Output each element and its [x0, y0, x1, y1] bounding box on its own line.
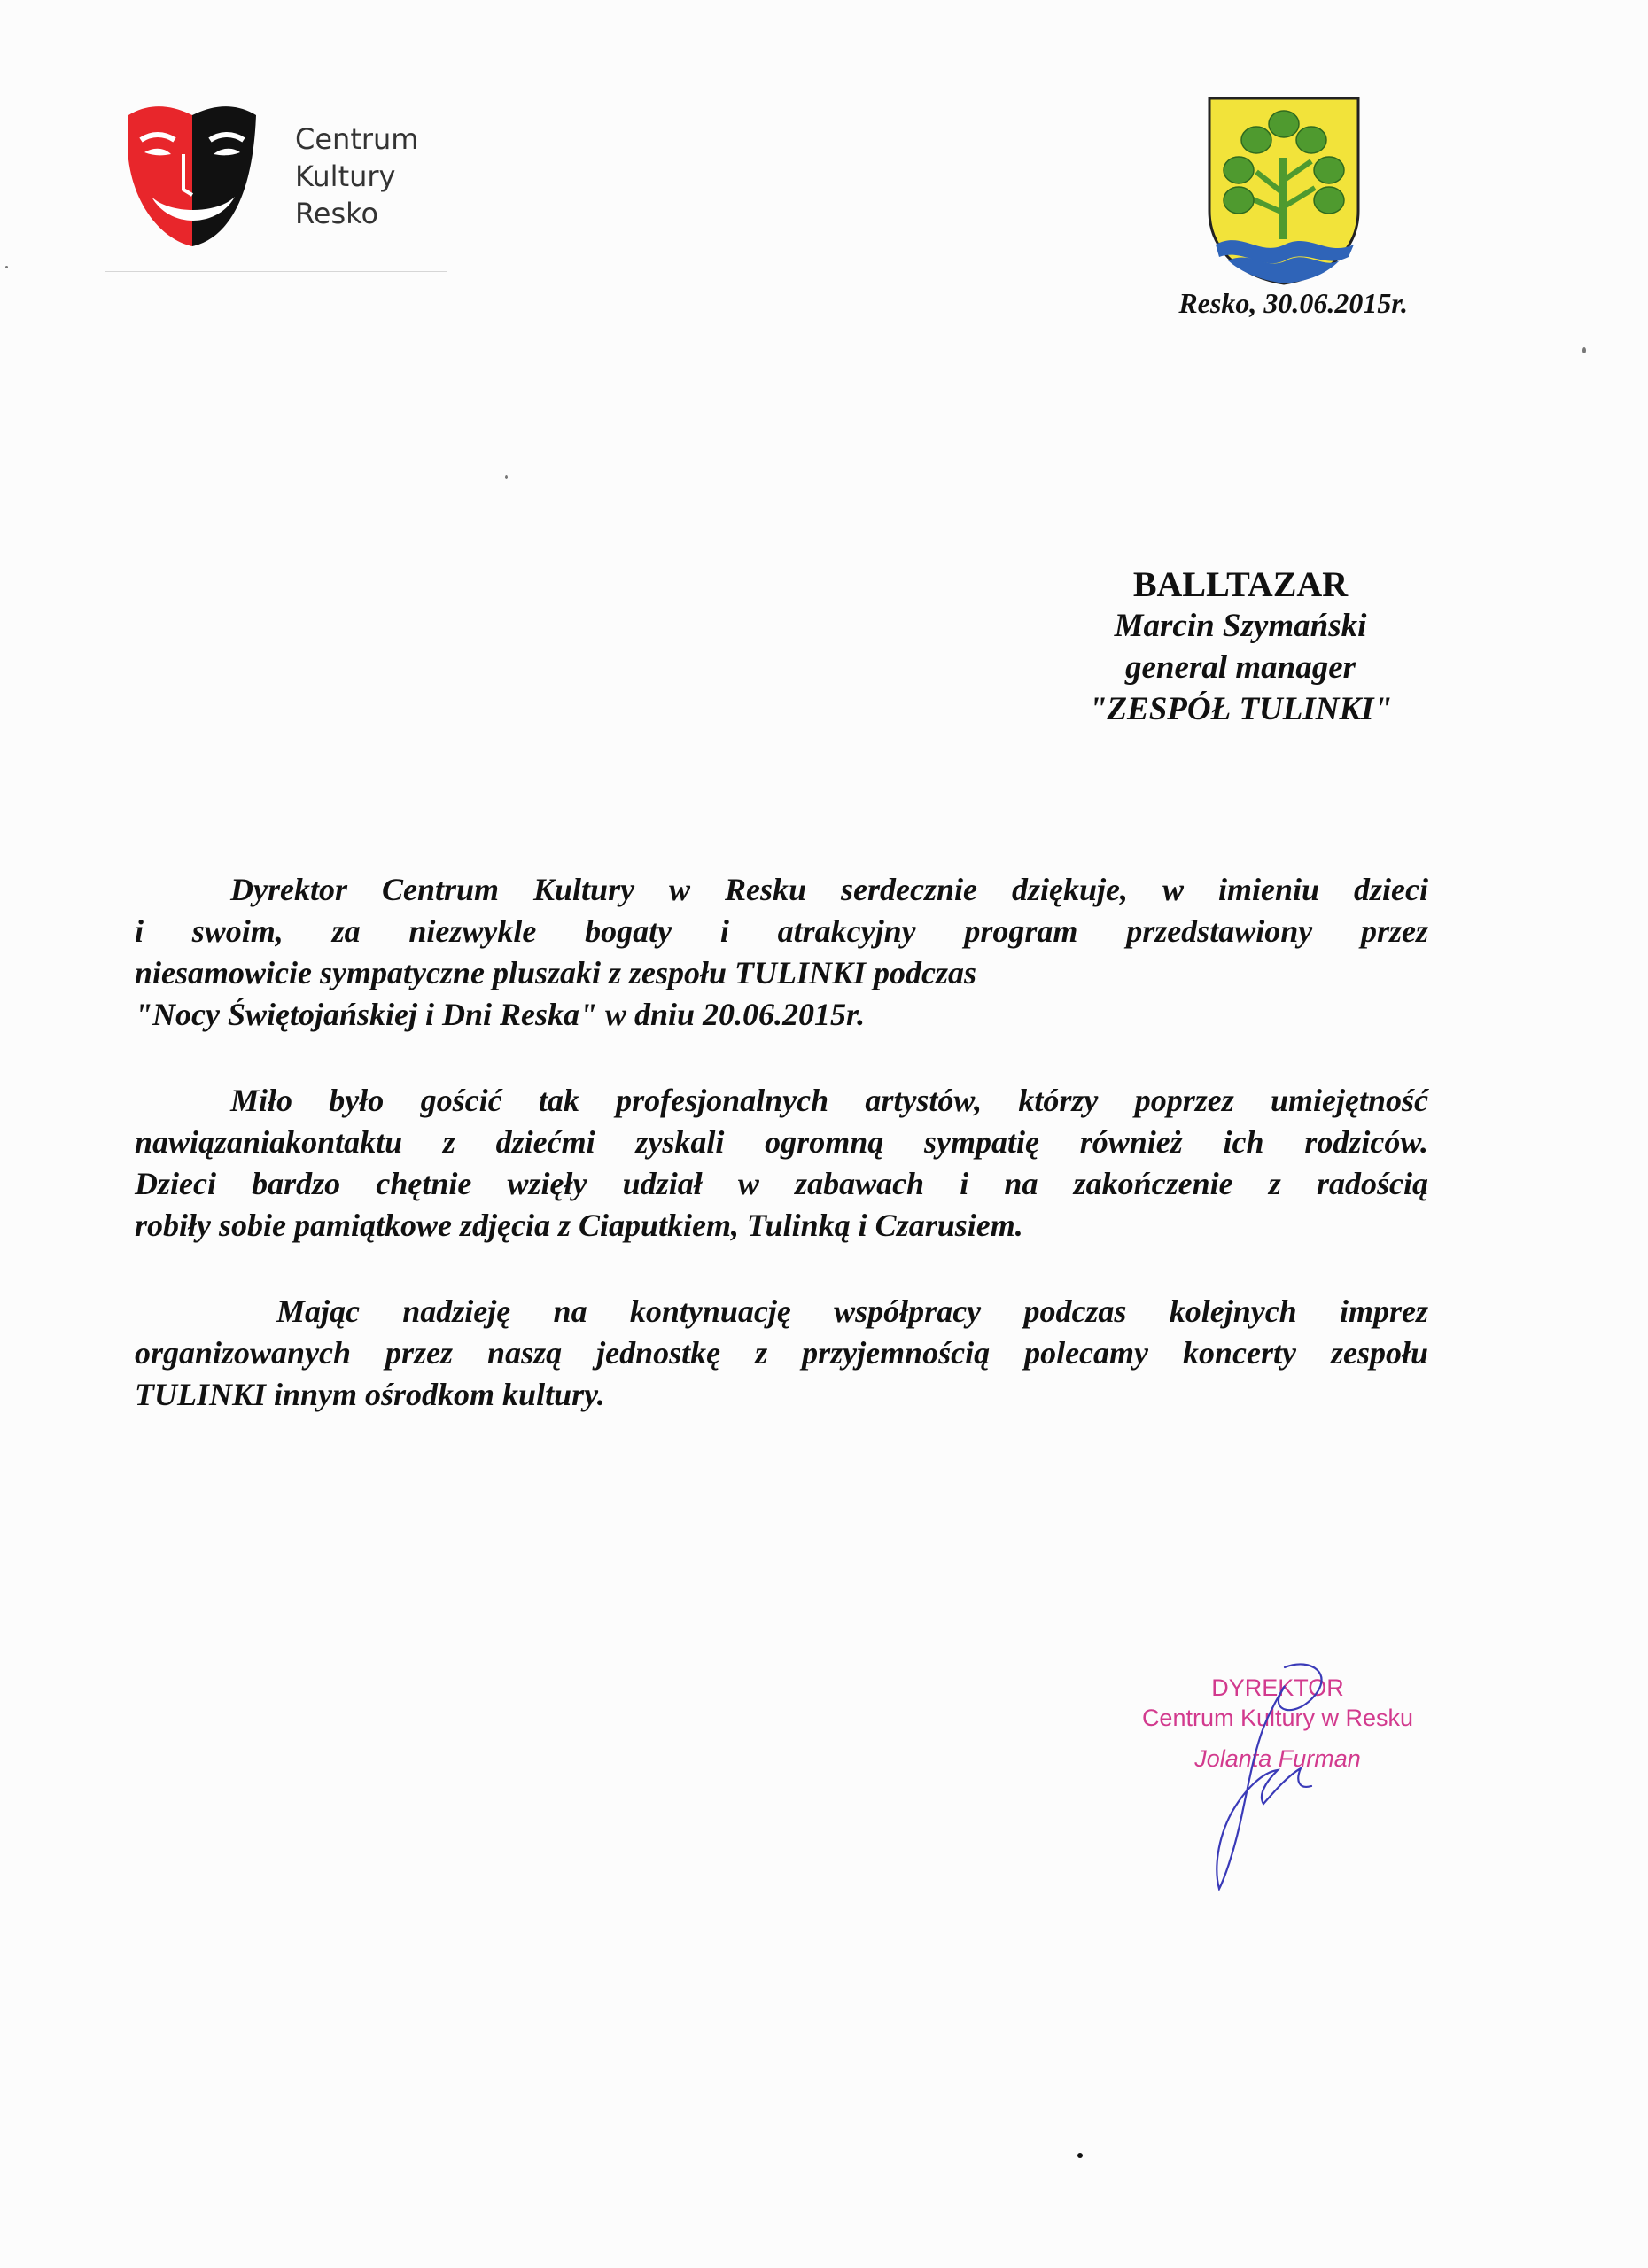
- text-line: Miło było gościć tak profesjonalnych artystów, którzy poprzez umiejętność: [230, 1083, 1428, 1118]
- text-line: organizowanych przez naszą jednostkę z przyjemnością polecamy koncerty zespołu: [135, 1335, 1428, 1371]
- logo-line-resko: Resko: [295, 197, 379, 230]
- scan-speck: [505, 475, 508, 479]
- recipient-name: Marcin Szymański: [1114, 608, 1367, 644]
- text-line: "Nocy Świętojańskiej i Dni Reska" w dniu 20.06.2015r.: [135, 997, 866, 1032]
- stamp-organization: Centrum Kultury w Resku: [1141, 1705, 1414, 1731]
- logo-line-centrum: Centrum: [295, 122, 419, 156]
- recipient-role: general manager: [1124, 649, 1356, 686]
- text-line: Mając nadzieję na kontynuację współpracy podczas kolejnych imprez: [276, 1293, 1428, 1329]
- paragraph-recommendation: [135, 1291, 1428, 1416]
- scan-speck: [1582, 347, 1586, 353]
- scan-speck: [5, 266, 8, 268]
- paragraph-thanks: [135, 869, 1428, 1036]
- text-line: Dyrektor Centrum Kultury w Resku serdecznie dziękuje, w imieniu dzieci: [230, 872, 1428, 907]
- letter-body: [135, 869, 1428, 1416]
- recipient-band: "ZESPÓŁ TULINKI": [1088, 691, 1393, 727]
- logo-text: [295, 120, 418, 232]
- text-line: Dzieci bardzo chętnie wzięły udział w zabawach i na zakończenie z radością: [135, 1166, 1428, 1201]
- recipient-block: [957, 563, 1524, 730]
- stamp-title: DYREKTOR: [1211, 1674, 1344, 1701]
- stamp-name: Jolanta Furman: [1194, 1745, 1361, 1772]
- text-line: i swoim, za niezwykle bogaty i atrakcyjny program przedstawiony przez: [135, 913, 1428, 949]
- scan-speck: [1077, 2153, 1083, 2158]
- logo-line-kultury: Kultury: [295, 159, 396, 193]
- theatre-mask-icon: [125, 97, 260, 250]
- paragraph-artists: [135, 1080, 1428, 1247]
- handwritten-signature: [1178, 1657, 1338, 1896]
- text-line: TULINKI innym ośrodkom kultury.: [135, 1377, 605, 1412]
- recipient-company: BALLTAZAR: [1132, 564, 1349, 604]
- letter-date: Resko, 30.06.2015r.: [1178, 287, 1408, 319]
- text-line: nawiązaniakontaktu z dziećmi zyskali ogromną sympatię również ich rodziców.: [135, 1124, 1428, 1160]
- centrum-kultury-logo: [105, 78, 447, 272]
- coat-of-arms-icon: [1207, 96, 1361, 286]
- text-line: robiły sobie pamiątkowe zdjęcia z Ciaputkiem, Tulinką i Czarusiem.: [135, 1208, 1023, 1243]
- text-line: niesamowicie sympatyczne pluszaki z zespołu TULINKI podczas: [135, 955, 977, 990]
